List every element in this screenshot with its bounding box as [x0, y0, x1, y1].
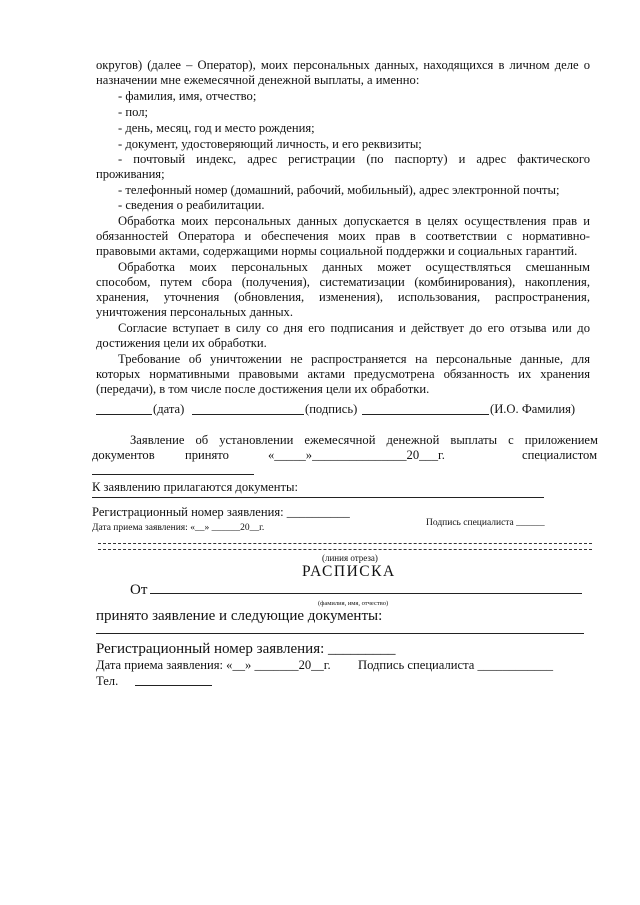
- acceptance-accepted-word: принято: [185, 448, 229, 462]
- consent-processing-4: уничтожения персональных данных.: [96, 305, 293, 319]
- consent-validity-2: достижения цели их обработки.: [96, 336, 267, 350]
- name-line[interactable]: [362, 414, 489, 415]
- consent-purpose-3: правовыми актами, содержащими нормы социальной поддержки и социальных гарантий.: [96, 244, 578, 258]
- consent-item-id-doc: - документ, удостоверяющий личность, и его реквизиты;: [118, 137, 422, 151]
- receipt-fio-hint: (фамилия, имя, отчество): [318, 600, 389, 607]
- acceptance-date-field[interactable]: «_____»_______________20___г.: [268, 448, 445, 462]
- consent-line-2: назначении мне ежемесячной денежной выплаты, а именно:: [96, 73, 420, 87]
- specialist-line[interactable]: [92, 474, 254, 475]
- cut-line-2: [98, 549, 592, 550]
- consent-item-address-cont: проживания;: [96, 167, 165, 181]
- receipt-from-label: От: [130, 582, 148, 598]
- receipt-title: РАСПИСКА: [302, 563, 396, 580]
- consent-item-rehab: - сведения о реабилитации.: [118, 198, 265, 212]
- consent-validity-1: Согласие вступает в силу со дня его подписания и действует до его отзыва или до: [118, 321, 590, 335]
- consent-processing-2: способом, путем сбора (получения), систематизации (комбинирования), накопления,: [96, 275, 590, 289]
- acceptance-docs-word: документов: [92, 448, 155, 462]
- consent-item-birth: - день, месяц, год и место рождения;: [118, 121, 315, 135]
- specialist-signature-label: Подпись специалиста ______: [426, 518, 545, 528]
- cut-line-1: [98, 543, 592, 544]
- receipt-accepted-text: принято заявление и следующие документы:: [96, 608, 383, 624]
- signature-line[interactable]: [192, 414, 304, 415]
- consent-destruction-3: (передачи), в том числе после достижения цели их обработки.: [96, 382, 430, 396]
- receipt-date-received-label: Дата приема заявления: «__» _______20__г.: [96, 658, 331, 672]
- consent-destruction-2: которых нормативными правовыми актами предусмотрена обязанность их хранения: [96, 367, 590, 381]
- consent-item-phone: - телефонный номер (домашний, рабочий, мобильный), адрес электронной почты;: [118, 183, 560, 197]
- acceptance-line-1: Заявление об установлении ежемесячной денежной выплаты с приложением: [130, 433, 598, 447]
- cut-line-caption: (линия отреза): [322, 553, 378, 563]
- receipt-tel-line[interactable]: [135, 685, 212, 686]
- receipt-from-line[interactable]: [150, 593, 582, 594]
- date-received-label: Дата приема заявления: «__» ______20__г.: [92, 523, 265, 533]
- consent-item-address: - почтовый индекс, адрес регистрации (по паспорту) и адрес фактического: [118, 152, 590, 166]
- consent-processing-1: Обработка моих персональных данных может осуществляться смешанным: [118, 260, 590, 274]
- consent-item-sex: - пол;: [118, 105, 148, 119]
- consent-line-1: округов) (далее – Оператор), моих персональных данных, находящихся в личном деле о: [96, 58, 590, 72]
- acceptance-specialist-word: специалистом: [522, 448, 598, 462]
- consent-processing-3: хранения, уточнения (обновления, изменения), использования, распространения,: [96, 290, 590, 304]
- date-caption: (дата): [153, 402, 185, 416]
- consent-destruction-1: Требование об уничтожении не распространяется на персональные данные, для: [118, 352, 590, 366]
- consent-purpose-2: обязанностей Оператора и обеспечения моих прав в соответствии с нормативно-: [96, 229, 590, 243]
- signature-caption: (подпись): [305, 402, 358, 416]
- receipt-reg-number-label: Регистрационный номер заявления: _________: [96, 641, 396, 657]
- consent-item-fio: - фамилия, имя, отчество;: [118, 89, 257, 103]
- receipt-specialist-signature-label: Подпись специалиста ____________: [358, 658, 554, 672]
- attached-documents-line[interactable]: [92, 497, 544, 498]
- receipt-tel-label: Тел.: [96, 674, 119, 688]
- reg-number-label: Регистрационный номер заявления: __________: [92, 505, 350, 519]
- receipt-documents-line[interactable]: [96, 633, 584, 634]
- attached-documents-label: К заявлению прилагаются документы:: [92, 480, 298, 494]
- consent-purpose-1: Обработка моих персональных данных допускается в целях осуществления прав и: [118, 214, 590, 228]
- date-line[interactable]: [96, 414, 152, 415]
- name-caption: (И.О. Фамилия): [490, 402, 576, 416]
